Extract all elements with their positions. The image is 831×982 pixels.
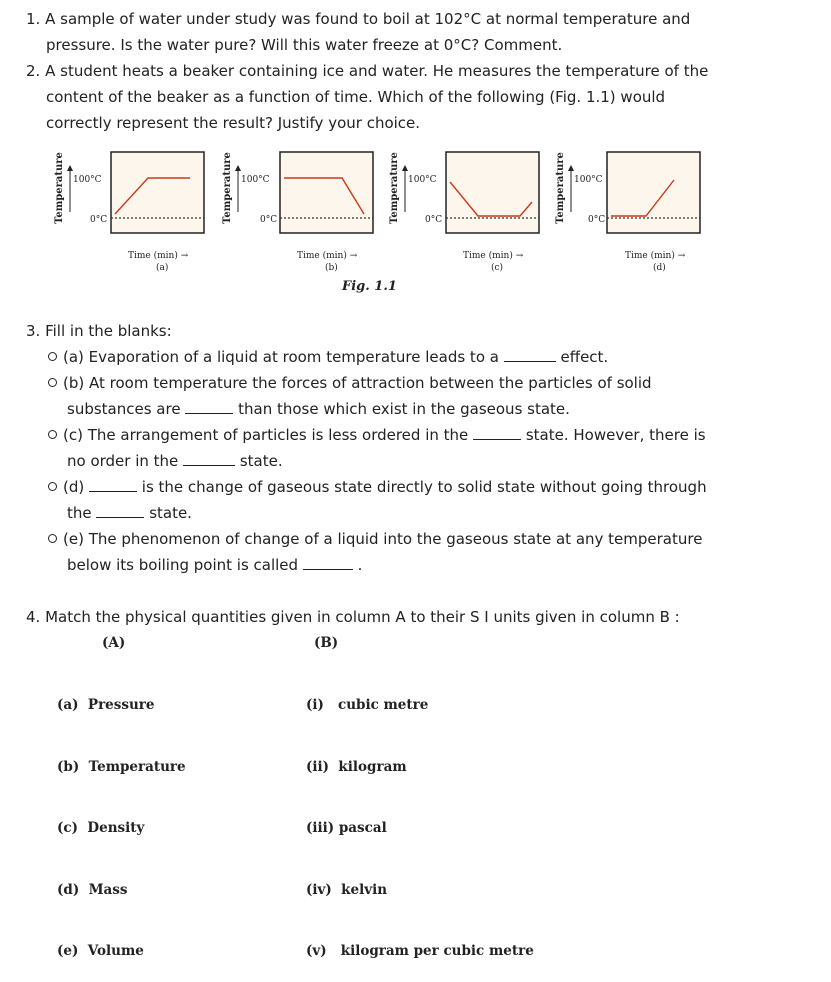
q3-number: 3. bbox=[26, 322, 41, 340]
q3-item-e-line2: below its boiling point is called . bbox=[67, 556, 363, 574]
q4-number: 4. bbox=[26, 608, 41, 626]
column-b-item: (ii) kilogram bbox=[306, 758, 407, 775]
q3-heading bbox=[26, 318, 172, 344]
bullet-icon bbox=[48, 352, 57, 361]
q3-item-d-line2: the state. bbox=[67, 504, 192, 522]
q1-text-line2: pressure. Is the water pure? Will this water freeze at 0°C? Comment. bbox=[46, 36, 563, 54]
fill-blank[interactable] bbox=[183, 452, 235, 466]
fill-blank[interactable] bbox=[473, 426, 521, 440]
column-b-item: (iii) pascal bbox=[306, 820, 387, 836]
y-arrow-head bbox=[402, 165, 408, 171]
y-axis-label: Temperature bbox=[389, 152, 400, 224]
q3-item-b: (b) At room temperature the forces of attraction between the particles of solid bbox=[48, 370, 652, 396]
plot-frame bbox=[607, 152, 700, 233]
plot-frame bbox=[111, 152, 204, 233]
q1-line1 bbox=[26, 6, 690, 32]
x-axis-label: Time (min) → bbox=[297, 251, 358, 261]
q3-item-b-line2: substances are than those which exist in the gaseous state. bbox=[67, 400, 570, 418]
tick-100: 100°C bbox=[73, 175, 102, 185]
panel-label: (b) bbox=[325, 263, 338, 273]
fill-blank[interactable] bbox=[89, 478, 137, 492]
column-a-header: (A) bbox=[102, 635, 126, 651]
q2-text-line2: content of the beaker as a function of time. Which of the following (Fig. 1.1) would bbox=[46, 88, 666, 106]
y-arrow-head bbox=[67, 165, 73, 171]
fill-blank[interactable] bbox=[504, 348, 556, 362]
column-a-item: (d) Mass bbox=[57, 881, 128, 898]
panel-label: (c) bbox=[491, 263, 504, 273]
panel-label: (a) bbox=[156, 263, 169, 273]
q2-line1 bbox=[26, 58, 708, 84]
fill-blank[interactable] bbox=[96, 504, 144, 518]
y-axis-label: Temperature bbox=[555, 152, 566, 224]
column-b-list bbox=[306, 654, 534, 982]
figure-1-1 bbox=[0, 140, 831, 305]
y-arrow-head bbox=[235, 165, 241, 171]
x-axis-label: Time (min) → bbox=[128, 251, 189, 261]
tick-100: 100°C bbox=[408, 175, 437, 185]
tick-0: 0°C bbox=[260, 215, 278, 225]
graph-panel-a bbox=[54, 152, 204, 273]
q3-heading-text: Fill in the blanks: bbox=[45, 322, 172, 340]
graph-panel-d bbox=[555, 152, 700, 273]
q3-item-c-line2: no order in the state. bbox=[67, 452, 283, 470]
q4-line bbox=[26, 604, 680, 630]
column-a-item: (a) Pressure bbox=[57, 697, 155, 713]
y-axis-label: Temperature bbox=[222, 152, 233, 224]
tick-0: 0°C bbox=[588, 215, 606, 225]
q2-text-line3: correctly represent the result? Justify your choice. bbox=[46, 114, 421, 132]
column-a-item: (e) Volume bbox=[57, 943, 144, 959]
column-b-item: (iv) kelvin bbox=[306, 881, 388, 898]
column-b-header: (B) bbox=[314, 635, 339, 651]
q3-item-e: (e) The phenomenon of change of a liquid into the gaseous state at any temperature bbox=[48, 526, 702, 552]
column-a-item: (b) Temperature bbox=[57, 758, 186, 775]
plot-frame bbox=[280, 152, 373, 233]
y-axis-label: Temperature bbox=[54, 152, 65, 224]
tick-100: 100°C bbox=[241, 175, 270, 185]
column-b-item: (i) cubic metre bbox=[306, 697, 429, 713]
bullet-icon bbox=[48, 378, 57, 387]
column-b-item: (v) kilogram per cubic metre bbox=[306, 943, 534, 959]
x-axis-label: Time (min) → bbox=[625, 251, 686, 261]
column-a-list bbox=[57, 654, 186, 982]
tick-100: 100°C bbox=[574, 175, 603, 185]
q2-text-line1: A student heats a beaker containing ice and water. He measures the temperature of the bbox=[45, 62, 709, 80]
graph-panel-b bbox=[222, 152, 373, 273]
fill-blank[interactable] bbox=[185, 400, 233, 414]
bullet-icon bbox=[48, 482, 57, 491]
tick-0: 0°C bbox=[90, 215, 108, 225]
q3-item-c: (c) The arrangement of particles is less ordered in the state. However, there is bbox=[48, 422, 706, 448]
bullet-icon bbox=[48, 534, 57, 543]
q4-text: Match the physical quantities given in column A to their S I units given in column B : bbox=[45, 608, 680, 626]
column-a-item: (c) Density bbox=[57, 820, 145, 836]
x-axis-label: Time (min) → bbox=[463, 251, 524, 261]
q1-number: 1. bbox=[26, 10, 41, 28]
graph-panel-c bbox=[389, 152, 539, 273]
bullet-icon bbox=[48, 430, 57, 439]
y-arrow-head bbox=[568, 165, 574, 171]
tick-0: 0°C bbox=[425, 215, 443, 225]
q3-item-d: (d) is the change of gaseous state directly to solid state without going through bbox=[48, 474, 707, 500]
plot-frame bbox=[446, 152, 539, 233]
figure-caption: Fig. 1.1 bbox=[342, 279, 397, 294]
q2-number: 2. bbox=[26, 62, 41, 80]
fill-blank[interactable] bbox=[303, 556, 353, 570]
q3-item-a: (a) Evaporation of a liquid at room temperature leads to a effect. bbox=[48, 344, 608, 370]
panel-label: (d) bbox=[653, 263, 666, 273]
q1-text-line1: A sample of water under study was found to boil at 102°C at normal temperature and bbox=[45, 10, 691, 28]
